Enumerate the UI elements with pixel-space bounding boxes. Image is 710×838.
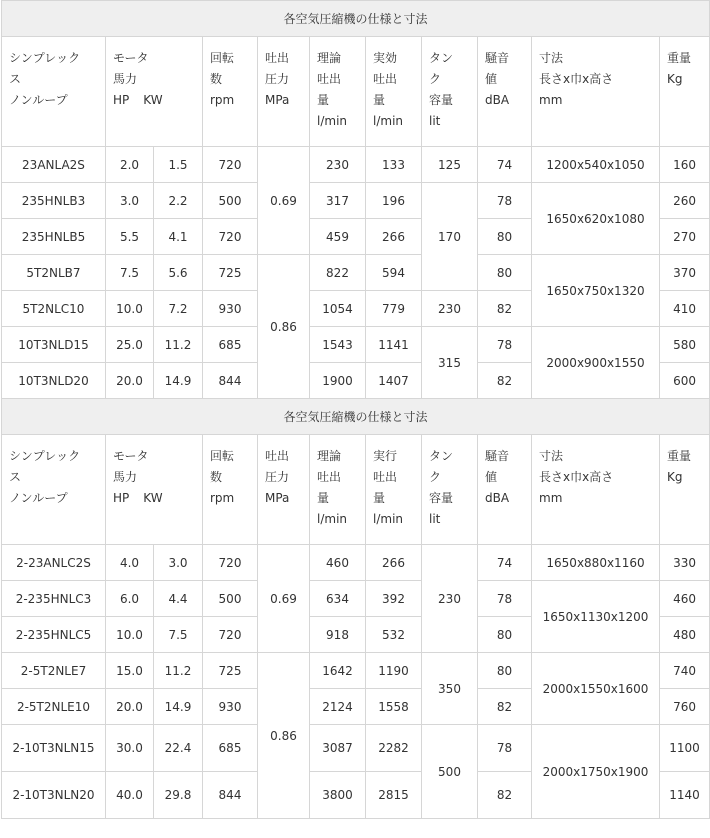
- header-noise: 騒音 値 dBA: [478, 37, 532, 147]
- table-title: 各空気圧縮機の仕様と寸法: [2, 1, 710, 37]
- cell-dimensions: 2000x1750x1900: [532, 725, 660, 819]
- cell-weight: 160: [660, 147, 710, 183]
- cell-theoretical: 1900: [310, 363, 366, 399]
- cell-actual: 1190: [366, 653, 422, 689]
- header-actual: 実行 吐出 量 l/min: [366, 435, 422, 545]
- cell-model: 235HNLB5: [2, 219, 106, 255]
- header-model: シンプレック ス ノンループ: [2, 37, 106, 147]
- cell-hp: 10.0: [106, 291, 154, 327]
- cell-kw: 29.8: [154, 772, 203, 819]
- header-motor: モータ 馬力 HP KW: [106, 37, 203, 147]
- header-actual: 実効 吐出 量 l/min: [366, 37, 422, 147]
- cell-hp: 30.0: [106, 725, 154, 772]
- header-rpm: 回転 数 rpm: [203, 37, 258, 147]
- spec-table: [1, 0, 710, 819]
- cell-noise: 82: [478, 363, 532, 399]
- cell-noise: 80: [478, 255, 532, 291]
- cell-rpm: 930: [203, 291, 258, 327]
- cell-model: 10T3NLD20: [2, 363, 106, 399]
- cell-actual: 133: [366, 147, 422, 183]
- cell-noise: 78: [478, 327, 532, 363]
- cell-kw: 2.2: [154, 183, 203, 219]
- cell-actual: 1558: [366, 689, 422, 725]
- table-row: [2, 545, 710, 581]
- cell-hp: 6.0: [106, 581, 154, 617]
- cell-pressure: 0.86: [258, 653, 310, 819]
- header-weight: 重量 Kg: [660, 435, 710, 545]
- header-pressure: 吐出 圧力 MPa: [258, 435, 310, 545]
- cell-dimensions: 1650x1130x1200: [532, 581, 660, 653]
- cell-model: 235HNLB3: [2, 183, 106, 219]
- cell-model: 2-235HNLC5: [2, 617, 106, 653]
- cell-tank: 230: [422, 545, 478, 653]
- cell-hp: 10.0: [106, 617, 154, 653]
- cell-model: 2-5T2NLE10: [2, 689, 106, 725]
- cell-rpm: 725: [203, 653, 258, 689]
- cell-model: 5T2NLC10: [2, 291, 106, 327]
- cell-actual: 196: [366, 183, 422, 219]
- cell-rpm: 844: [203, 363, 258, 399]
- cell-pressure: 0.69: [258, 545, 310, 653]
- cell-weight: 480: [660, 617, 710, 653]
- cell-theoretical: 3087: [310, 725, 366, 772]
- cell-theoretical: 822: [310, 255, 366, 291]
- cell-model: 23ANLA2S: [2, 147, 106, 183]
- table-2-title-row: [2, 399, 710, 435]
- header-rpm: 回転 数 rpm: [203, 435, 258, 545]
- cell-dimensions: 1200x540x1050: [532, 147, 660, 183]
- cell-weight: 330: [660, 545, 710, 581]
- cell-rpm: 720: [203, 617, 258, 653]
- table-row: [2, 183, 710, 219]
- cell-hp: 20.0: [106, 689, 154, 725]
- table-1-title-row: [2, 1, 710, 37]
- cell-model: 2-235HNLC3: [2, 581, 106, 617]
- cell-noise: 80: [478, 653, 532, 689]
- cell-weight: 260: [660, 183, 710, 219]
- cell-model: 5T2NLB7: [2, 255, 106, 291]
- cell-noise: 78: [478, 725, 532, 772]
- header-weight: 重量 Kg: [660, 37, 710, 147]
- cell-rpm: 930: [203, 689, 258, 725]
- cell-kw: 5.6: [154, 255, 203, 291]
- cell-noise: 82: [478, 772, 532, 819]
- cell-model: 2-23ANLC2S: [2, 545, 106, 581]
- cell-theoretical: 1054: [310, 291, 366, 327]
- cell-noise: 80: [478, 219, 532, 255]
- cell-dimensions: 1650x750x1320: [532, 255, 660, 327]
- cell-kw: 7.5: [154, 617, 203, 653]
- cell-actual: 779: [366, 291, 422, 327]
- table-row: [2, 255, 710, 291]
- cell-actual: 2282: [366, 725, 422, 772]
- cell-noise: 82: [478, 689, 532, 725]
- cell-theoretical: 317: [310, 183, 366, 219]
- cell-rpm: 685: [203, 327, 258, 363]
- header-tank: タン ク 容量 lit: [422, 37, 478, 147]
- cell-kw: 14.9: [154, 363, 203, 399]
- cell-tank: 500: [422, 725, 478, 819]
- cell-theoretical: 3800: [310, 772, 366, 819]
- cell-kw: 14.9: [154, 689, 203, 725]
- cell-rpm: 720: [203, 147, 258, 183]
- header-pressure: 吐出 圧力 MPa: [258, 37, 310, 147]
- cell-theoretical: 230: [310, 147, 366, 183]
- cell-hp: 40.0: [106, 772, 154, 819]
- cell-weight: 600: [660, 363, 710, 399]
- cell-theoretical: 1543: [310, 327, 366, 363]
- cell-theoretical: 634: [310, 581, 366, 617]
- cell-tank: 230: [422, 291, 478, 327]
- header-theoretical: 理論 吐出 量 l/min: [310, 435, 366, 545]
- cell-actual: 1141: [366, 327, 422, 363]
- cell-weight: 270: [660, 219, 710, 255]
- cell-kw: 1.5: [154, 147, 203, 183]
- cell-model: 2-5T2NLE7: [2, 653, 106, 689]
- cell-dimensions: 2000x900x1550: [532, 327, 660, 399]
- cell-weight: 760: [660, 689, 710, 725]
- cell-weight: 1140: [660, 772, 710, 819]
- cell-pressure: 0.69: [258, 147, 310, 255]
- cell-kw: 7.2: [154, 291, 203, 327]
- cell-actual: 266: [366, 545, 422, 581]
- cell-noise: 82: [478, 291, 532, 327]
- cell-model: 10T3NLD15: [2, 327, 106, 363]
- cell-hp: 4.0: [106, 545, 154, 581]
- cell-tank: 350: [422, 653, 478, 725]
- cell-actual: 2815: [366, 772, 422, 819]
- cell-hp: 2.0: [106, 147, 154, 183]
- cell-dimensions: 1650x880x1160: [532, 545, 660, 581]
- cell-noise: 74: [478, 147, 532, 183]
- cell-hp: 20.0: [106, 363, 154, 399]
- cell-noise: 80: [478, 617, 532, 653]
- table-1-header-row: [2, 37, 710, 147]
- header-model: シンプレック ス ノンループ: [2, 435, 106, 545]
- cell-kw: 22.4: [154, 725, 203, 772]
- cell-dimensions: 1650x620x1080: [532, 183, 660, 255]
- cell-kw: 11.2: [154, 327, 203, 363]
- cell-noise: 78: [478, 183, 532, 219]
- cell-kw: 3.0: [154, 545, 203, 581]
- cell-theoretical: 2124: [310, 689, 366, 725]
- cell-model: 2-​10T3NLN20: [2, 772, 106, 819]
- cell-weight: 580: [660, 327, 710, 363]
- header-dimensions: 寸法 長さx巾x高さ mm: [532, 37, 660, 147]
- cell-actual: 392: [366, 581, 422, 617]
- cell-actual: 532: [366, 617, 422, 653]
- cell-rpm: 500: [203, 581, 258, 617]
- cell-actual: 594: [366, 255, 422, 291]
- cell-rpm: 725: [203, 255, 258, 291]
- cell-dimensions: 2000x1550x1600: [532, 653, 660, 725]
- cell-kw: 11.2: [154, 653, 203, 689]
- cell-theoretical: 918: [310, 617, 366, 653]
- cell-theoretical: 460: [310, 545, 366, 581]
- header-tank: タン ク 容量 lit: [422, 435, 478, 545]
- cell-hp: 5.5: [106, 219, 154, 255]
- cell-weight: 1100: [660, 725, 710, 772]
- table-row: [2, 581, 710, 617]
- cell-rpm: 844: [203, 772, 258, 819]
- cell-model: 2-​10T3NLN15: [2, 725, 106, 772]
- cell-rpm: 500: [203, 183, 258, 219]
- cell-weight: 460: [660, 581, 710, 617]
- cell-weight: 410: [660, 291, 710, 327]
- cell-tank: 315: [422, 327, 478, 399]
- cell-hp: 15.0: [106, 653, 154, 689]
- cell-actual: 266: [366, 219, 422, 255]
- cell-kw: 4.1: [154, 219, 203, 255]
- cell-tank: 170: [422, 183, 478, 291]
- cell-weight: 370: [660, 255, 710, 291]
- header-dimensions: 寸法 長さx巾x高さ mm: [532, 435, 660, 545]
- cell-tank: 125: [422, 147, 478, 183]
- cell-weight: 740: [660, 653, 710, 689]
- cell-hp: 25.0: [106, 327, 154, 363]
- table-2-header-row: [2, 435, 710, 545]
- table-title: 各空気圧縮機の仕様と寸法: [2, 399, 710, 435]
- cell-rpm: 720: [203, 219, 258, 255]
- cell-rpm: 720: [203, 545, 258, 581]
- table-row: [2, 147, 710, 183]
- header-motor: モータ 馬力 HP KW: [106, 435, 203, 545]
- cell-pressure: 0.86: [258, 255, 310, 399]
- cell-theoretical: 1642: [310, 653, 366, 689]
- cell-hp: 7.5: [106, 255, 154, 291]
- cell-kw: 4.4: [154, 581, 203, 617]
- cell-noise: 78: [478, 581, 532, 617]
- table-row: [2, 653, 710, 689]
- cell-theoretical: 459: [310, 219, 366, 255]
- cell-noise: 74: [478, 545, 532, 581]
- header-noise: 騒音 値 dBA: [478, 435, 532, 545]
- table-row: [2, 725, 710, 772]
- cell-actual: 1407: [366, 363, 422, 399]
- cell-hp: 3.0: [106, 183, 154, 219]
- header-theoretical: 理論 吐出 量 l/min: [310, 37, 366, 147]
- table-row: [2, 327, 710, 363]
- cell-rpm: 685: [203, 725, 258, 772]
